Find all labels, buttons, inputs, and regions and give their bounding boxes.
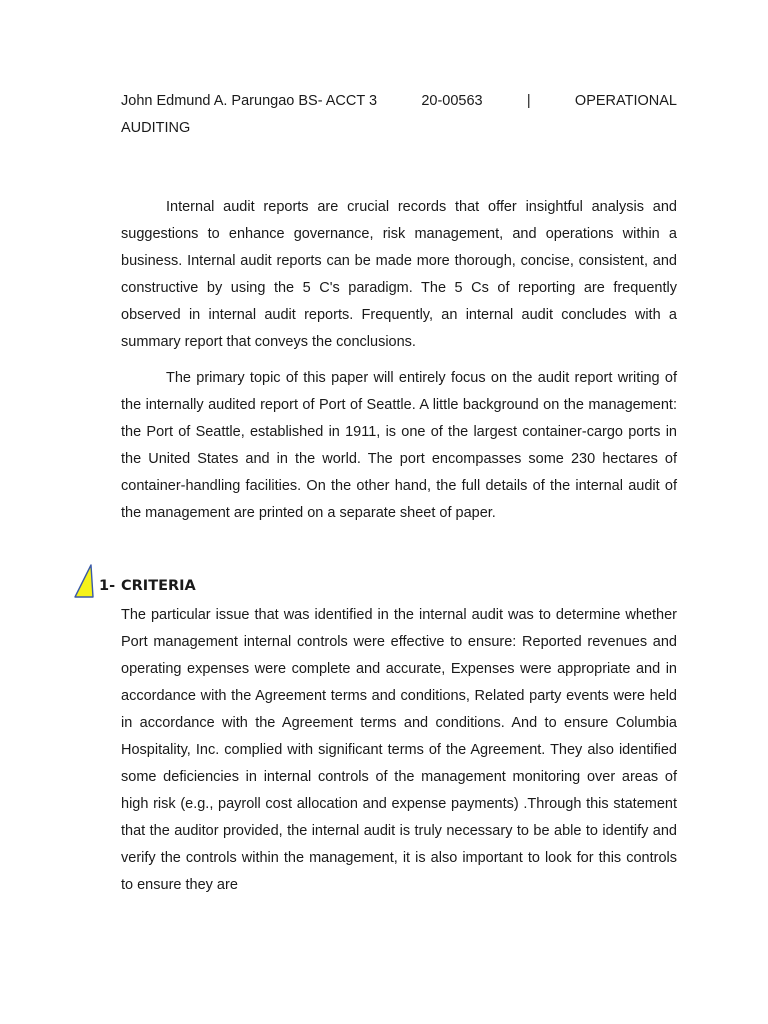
section-heading — [99, 573, 677, 600]
document-page — [99, 88, 677, 899]
criteria-paragraph: The particular issue that was identified in the internal audit was to determine whether Port management internal controls were effective to ensure: Reported revenues and operating expenses were complete and accurate, Expenses were appropriate and in accordance with the Agreement terms and conditions, Related party events were held in accordance with the Agreement terms and conditions. And to ensure Columbia Hospitality, Inc. complied with significant terms of the Agreement. They also identified some deficiencies in internal controls of the management monitoring over areas of high risk (e.g., payroll cost allocation and expense payments) .Through this statement that the auditor provided, the internal audit is truly necessary to be able to identify and verify the controls within the management, it is also important to look for this controls to ensure they are — [121, 607, 677, 893]
section-title: CRITERIA — [121, 578, 196, 594]
student-id: 20-00563 — [421, 93, 483, 109]
subject-title-part1: OPERATIONAL — [574, 93, 677, 109]
author-name: John Edmund A. Parungao BS- ACCT 3 — [121, 93, 378, 109]
sticky-note-icon[interactable] — [74, 564, 94, 598]
section-number: 1- — [99, 578, 116, 594]
section-criteria — [99, 573, 677, 899]
intro-paragraph: Internal audit reports are crucial records that offer insightful analysis and suggestions to enhance governance, risk management, and operations within a business. Internal audit reports can be made more thorough, concise, consistent, and constructive by using the 5 C's paradigm. The 5 Cs of reporting are frequently observed in internal audit reports. Frequently, an internal audit concludes with a summary report that conveys the conclusions. — [121, 199, 677, 350]
subject-title-part2: AUDITING — [121, 120, 191, 136]
header-separator: | — [526, 93, 531, 109]
topic-paragraph: The primary topic of this paper will entirely focus on the audit report writing of the internally audited report of Port of Seattle. A little background on the management: the Port of Seattle, established in 1911, is one of the largest container-cargo ports in the United States and in the world. The port encompasses some 230 hectares of container-handling facilities. On the other hand, the full details of the internal audit of the management are printed on a separate sheet of paper. — [121, 370, 677, 521]
document-header — [121, 88, 677, 115]
